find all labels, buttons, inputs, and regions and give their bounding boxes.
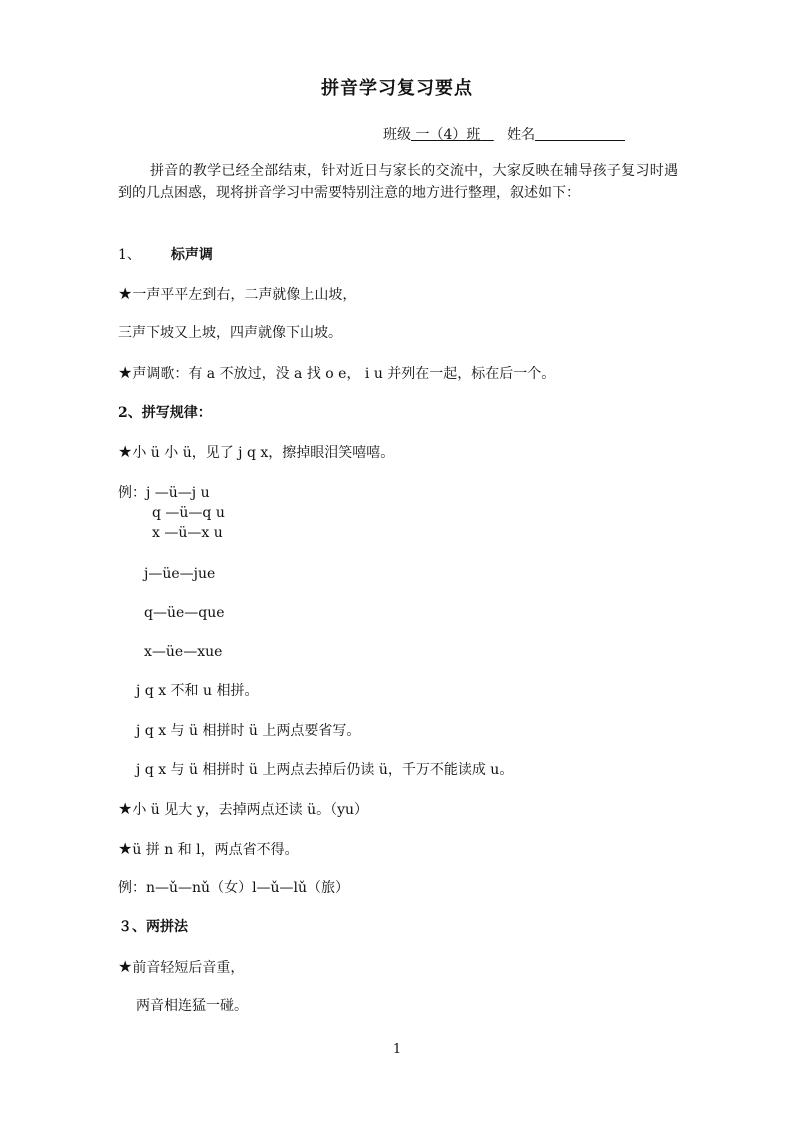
example2-line-2: q—üe—que xyxy=(144,605,225,621)
class-value: 一（4）班 xyxy=(415,127,481,143)
rule-line-3: ★ü 拼 n 和 l，两点省不得。 xyxy=(118,839,299,858)
example1-label: 例： xyxy=(118,485,146,501)
section1-heading xyxy=(118,246,213,264)
name-blank xyxy=(535,126,625,141)
page-number: 1 xyxy=(392,1042,402,1057)
class-label: 班级 xyxy=(383,127,411,143)
example1-line-2: q —ü—q u xyxy=(152,505,225,521)
star-icon: ★ xyxy=(118,799,133,818)
section2-heading: 2、拼写规律： xyxy=(118,405,212,421)
example2-line-3: x—üe—xue xyxy=(144,644,223,660)
tone-rhyme-line-1: ★一声平平左到右，二声就像上山坡， xyxy=(118,284,357,303)
intro-paragraph: 拼音的教学已经全部结束，针对近日与家长的交流中，大家反映在辅导孩子复习时遇到的几点困惑，现将拼音学习中需要特别注意的地方进行整理，叙述如下： xyxy=(118,163,678,201)
note-line-2: j q x 与 ü 相拼时 ü 上两点要省写。 xyxy=(136,723,361,739)
rule-line-2: ★小 ü 见大 y，去掉两点还读 ü。（yu） xyxy=(118,799,369,818)
class-info-line xyxy=(383,126,625,144)
star-icon: ★ xyxy=(118,284,133,303)
example1-line-3: x —ü—x u xyxy=(152,525,223,541)
section1-title: 标声调 xyxy=(170,247,213,263)
star-icon: ★ xyxy=(118,442,133,461)
rule-line-1: ★小 ü 小 ü，见了 j q x，擦掉眼泪笑嘻嘻。 xyxy=(118,442,395,461)
example2-line-1: j—üe—jue xyxy=(144,566,216,582)
page-title: 拼音学习复习要点 xyxy=(321,78,473,99)
note-line-1: j q x 不和 u 相拼。 xyxy=(136,683,259,699)
tone-rhyme-line-2: 三声下坡又上坡，四声就像下山坡。 xyxy=(118,325,342,341)
star-icon: ★ xyxy=(118,839,133,858)
tone-song-line: ★声调歌：有 a 不放过，没 a 找 o e， i u 并列在一起，标在后一个。 xyxy=(118,363,556,382)
name-label: 姓名 xyxy=(507,127,536,143)
star-icon: ★ xyxy=(118,957,133,976)
section3-heading: ３、两拼法 xyxy=(118,919,188,935)
note-line-3: j q x 与 ü 相拼时 ü 上两点去掉后仍读 ü，千万不能读成 u。 xyxy=(136,762,514,778)
rule-line-4: ★前音轻短后音重， xyxy=(118,957,245,976)
example3-line: 例：n—ǔ—nǔ（女）l—ǔ—lǔ（旅） xyxy=(118,880,350,896)
example1-line-1: 例：j —ü—j u xyxy=(118,485,210,501)
star-icon: ★ xyxy=(118,363,133,382)
section1-number: 1、 xyxy=(118,247,141,263)
rule-line-4b: 两音相连猛一碰。 xyxy=(136,998,248,1014)
